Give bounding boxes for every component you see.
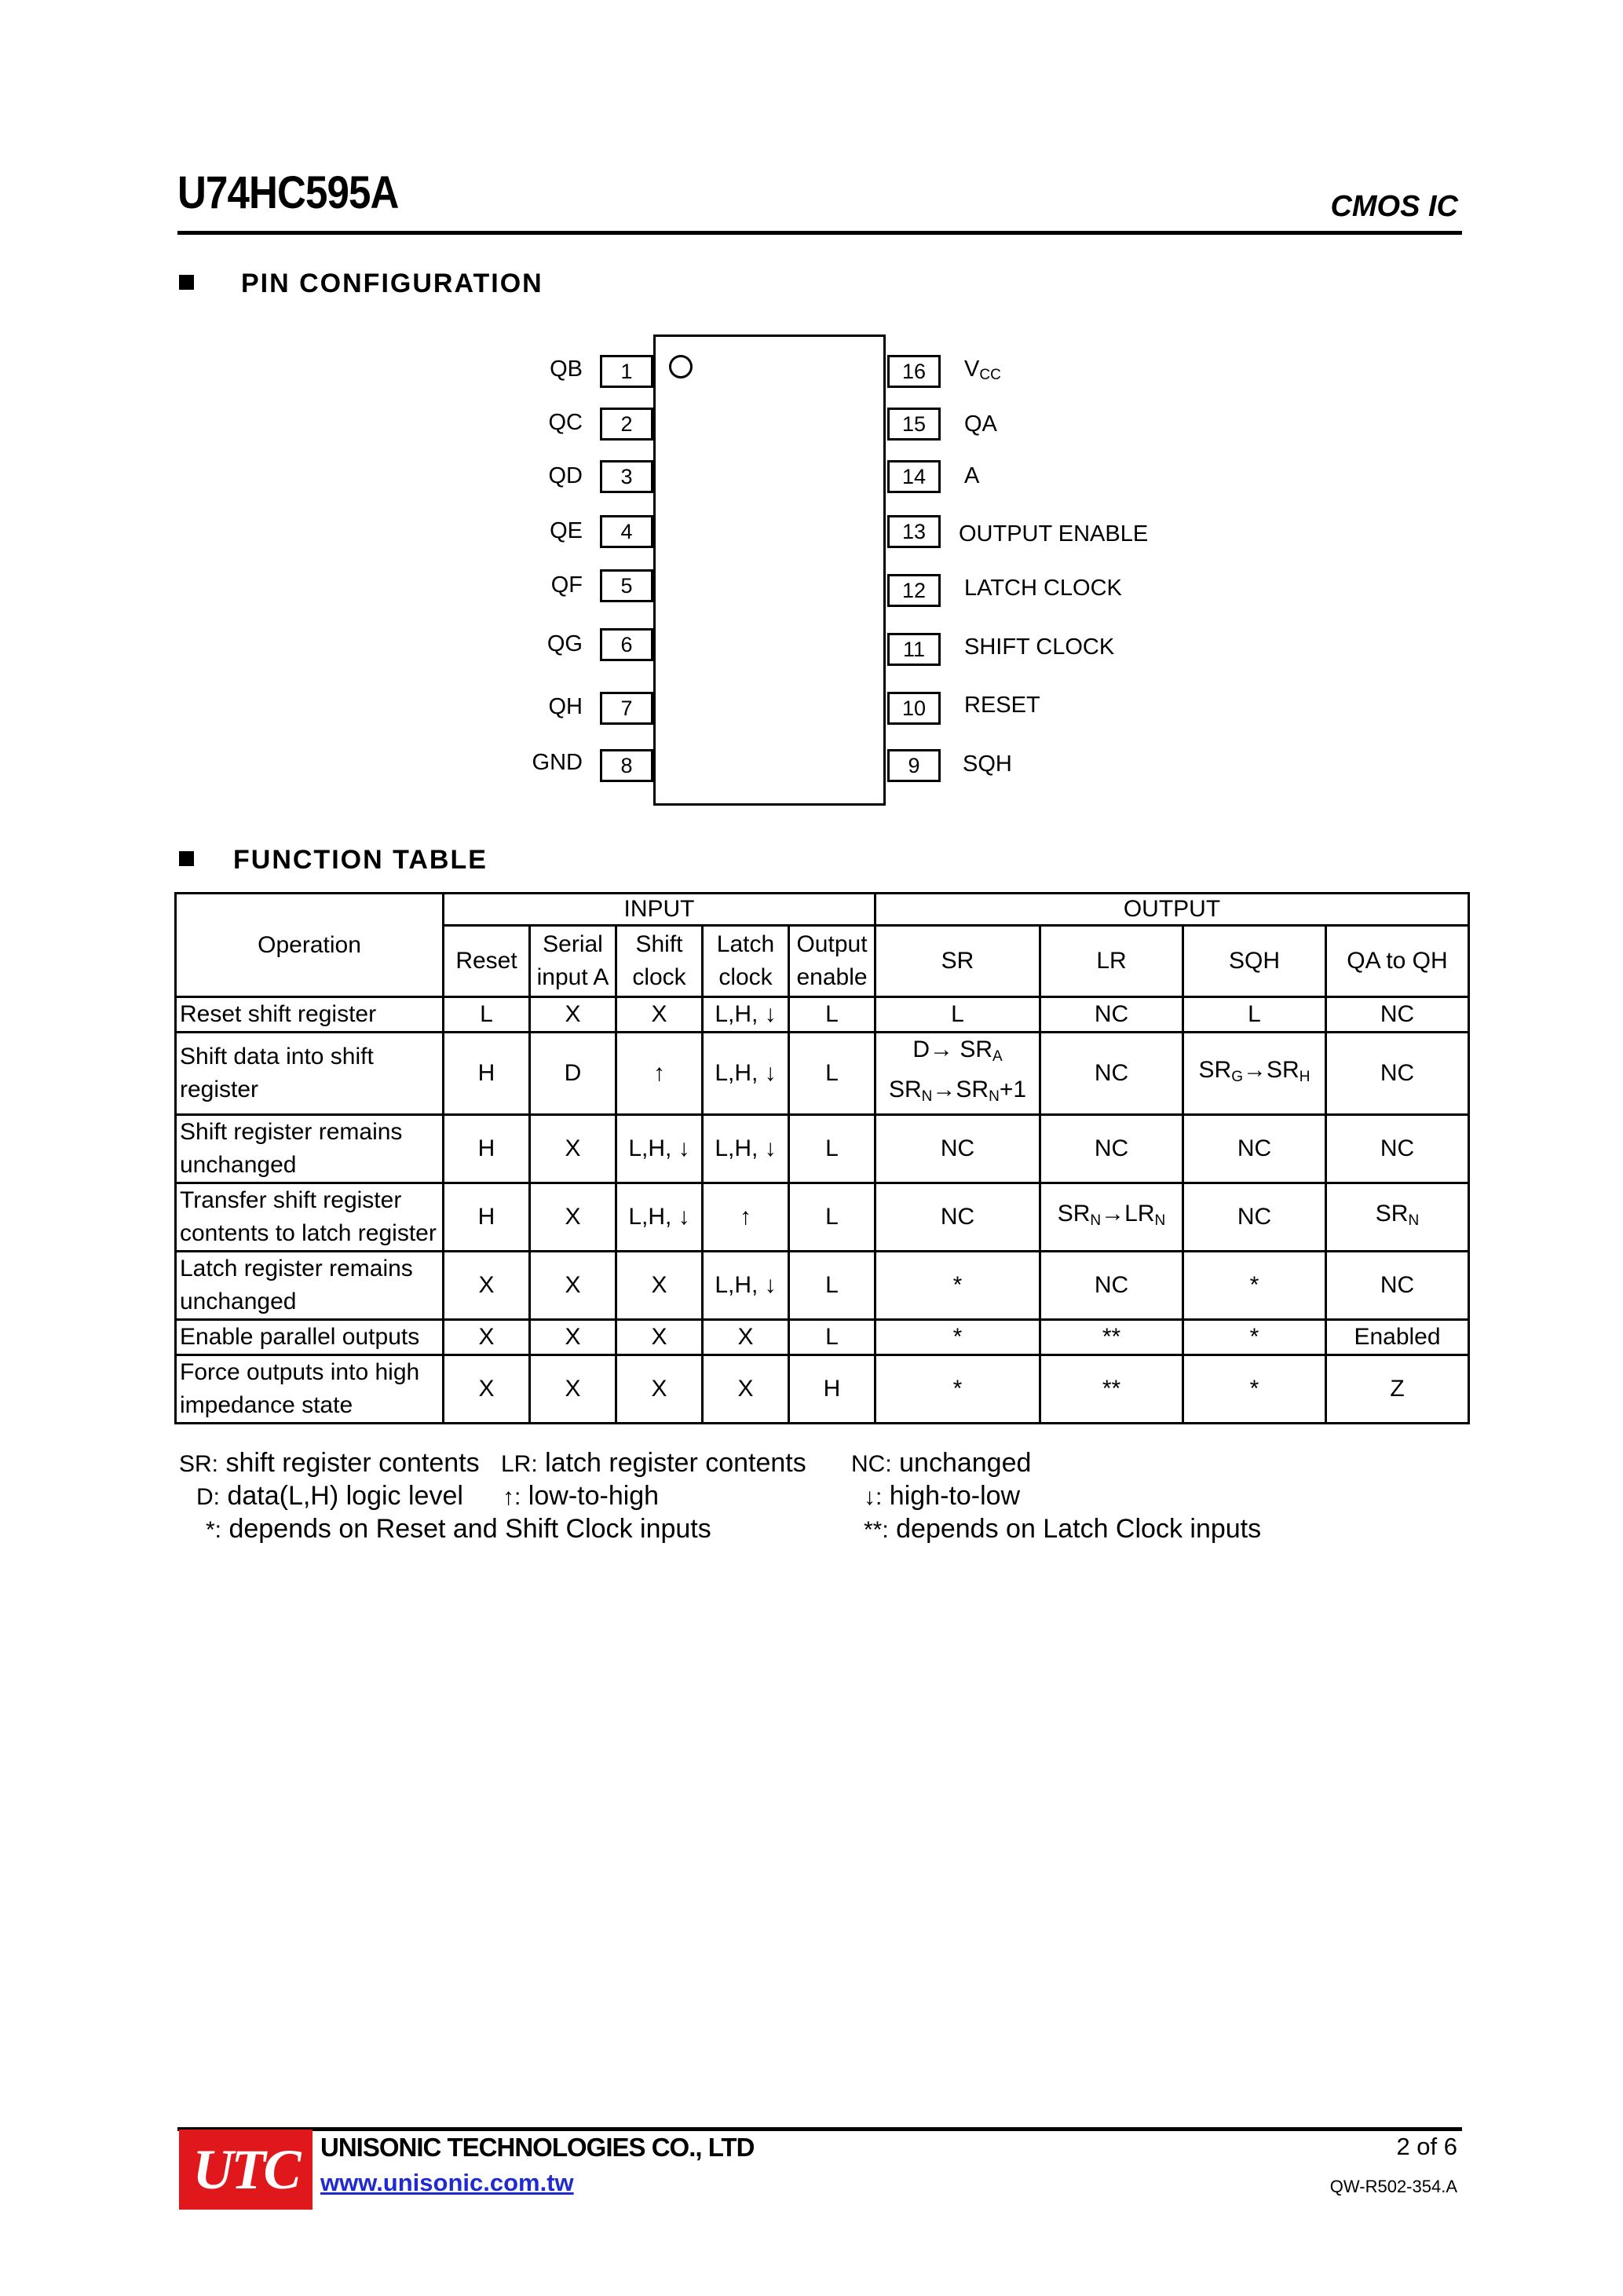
part-number-title: U74HC595A bbox=[177, 167, 399, 218]
utc-logo: UTC bbox=[179, 2130, 313, 2210]
table-cell: L bbox=[1183, 997, 1326, 1033]
operation-cell: Transfer shift register contents to latch register bbox=[176, 1183, 444, 1252]
table-cell: $SR_G\to SR_H$ bbox=[1183, 1033, 1326, 1115]
table-cell: NC bbox=[875, 1115, 1040, 1183]
category-label: CMOS IC bbox=[1330, 190, 1458, 223]
table-cell: X bbox=[530, 1252, 616, 1320]
function-table bbox=[174, 892, 1470, 1424]
table-cell: L,H, ↓ bbox=[616, 1115, 703, 1183]
table-row bbox=[176, 1355, 1469, 1424]
table-cell: * bbox=[875, 1320, 1040, 1355]
pin-2-number: 2 bbox=[600, 408, 653, 441]
col-sr-header: SR bbox=[875, 926, 1040, 997]
col-operation-header: Operation bbox=[176, 894, 444, 997]
table-cell: L bbox=[789, 1183, 875, 1252]
col-qa-qh-header: QA to QH bbox=[1326, 926, 1469, 997]
table-cell: * bbox=[1183, 1320, 1326, 1355]
col-latch-clock-header: Latch clock bbox=[703, 926, 789, 997]
pin-3-number: 3 bbox=[600, 460, 653, 493]
operation-cell: Enable parallel outputs bbox=[176, 1320, 444, 1355]
pin-5-number: 5 bbox=[600, 569, 653, 602]
pin-11-label: SHIFT CLOCK bbox=[964, 634, 1115, 660]
table-row bbox=[176, 1033, 1469, 1115]
table-cell: X bbox=[530, 997, 616, 1033]
col-lr-header: LR bbox=[1040, 926, 1183, 997]
bullet-square-icon bbox=[179, 275, 194, 290]
legend-nc: NC: unchanged bbox=[851, 1448, 1032, 1478]
company-name: UNISONIC TECHNOLOGIES CO., LTD bbox=[320, 2133, 755, 2162]
pin-1-label: QB bbox=[550, 356, 583, 382]
table-cell: NC bbox=[1040, 997, 1183, 1033]
pin1-marker-icon bbox=[669, 355, 693, 378]
table-cell: L,H, ↓ bbox=[703, 997, 789, 1033]
pin-7-label: QH bbox=[548, 694, 583, 719]
pin-8-number: 8 bbox=[600, 749, 653, 782]
pin-10-label: RESET bbox=[964, 693, 1040, 718]
legend-down: ↓: high-to-low bbox=[864, 1481, 1021, 1511]
table-cell: L,H, ↓ bbox=[703, 1252, 789, 1320]
pin-11-number: 11 bbox=[887, 633, 941, 666]
table-cell: ↑ bbox=[703, 1183, 789, 1252]
output-group-header: OUTPUT bbox=[875, 894, 1469, 926]
pin-5-label: QF bbox=[550, 572, 583, 598]
table-cell: X bbox=[616, 1320, 703, 1355]
table-cell: ** bbox=[1040, 1320, 1183, 1355]
pin-4-number: 4 bbox=[600, 515, 653, 548]
pin-1-number: 1 bbox=[600, 355, 653, 388]
col-serial-header: Serial input A bbox=[530, 926, 616, 997]
table-cell: X bbox=[530, 1115, 616, 1183]
table-cell: L bbox=[789, 1320, 875, 1355]
table-cell: L,H, ↓ bbox=[616, 1183, 703, 1252]
table-cell: X bbox=[616, 1355, 703, 1424]
table-cell: X bbox=[530, 1320, 616, 1355]
table-cell: NC bbox=[1183, 1115, 1326, 1183]
operation-cell: Force outputs into high impedance state bbox=[176, 1355, 444, 1424]
operation-cell: Shift data into shift register bbox=[176, 1033, 444, 1115]
pin-13-number: 13 bbox=[887, 515, 941, 548]
table-cell: D bbox=[530, 1033, 616, 1115]
legend-d: D: data(L,H) logic level bbox=[196, 1481, 463, 1511]
pin-7-number: 7 bbox=[600, 692, 653, 725]
table-row bbox=[176, 1252, 1469, 1320]
table-cell: L bbox=[789, 1033, 875, 1115]
table-cell: X bbox=[616, 1252, 703, 1320]
table-cell: * bbox=[1183, 1355, 1326, 1424]
pin-16-number: 16 bbox=[887, 355, 941, 388]
table-cell: $SR_N$ bbox=[1326, 1183, 1469, 1252]
table-cell: NC bbox=[1326, 1115, 1469, 1183]
col-reset-header: Reset bbox=[444, 926, 530, 997]
table-cell: X bbox=[444, 1320, 530, 1355]
table-cell: NC bbox=[1040, 1033, 1183, 1115]
operation-cell: Latch register remains unchanged bbox=[176, 1252, 444, 1320]
table-cell: NC bbox=[875, 1183, 1040, 1252]
table-cell: X bbox=[703, 1355, 789, 1424]
table-row bbox=[176, 1183, 1469, 1252]
operation-cell: Shift register remains unchanged bbox=[176, 1115, 444, 1183]
col-shift-clock-header: Shift clock bbox=[616, 926, 703, 997]
table-header-row bbox=[176, 894, 1469, 926]
operation-cell: Reset shift register bbox=[176, 997, 444, 1033]
table-cell: X bbox=[530, 1183, 616, 1252]
input-group-header: INPUT bbox=[444, 894, 875, 926]
pin-12-label: LATCH CLOCK bbox=[964, 576, 1122, 601]
table-cell: L bbox=[444, 997, 530, 1033]
table-cell: X bbox=[444, 1355, 530, 1424]
table-cell: L bbox=[789, 1115, 875, 1183]
table-cell: ↑ bbox=[616, 1033, 703, 1115]
col-sqh-header: SQH bbox=[1183, 926, 1326, 997]
footer-rule bbox=[177, 2127, 1462, 2131]
table-cell: L,H, ↓ bbox=[703, 1033, 789, 1115]
pin-12-number: 12 bbox=[887, 574, 941, 607]
legend-sr: SR: shift register contents bbox=[179, 1448, 480, 1478]
table-cell: L bbox=[789, 997, 875, 1033]
table-cell: NC bbox=[1326, 1252, 1469, 1320]
pin-4-label: QE bbox=[550, 518, 583, 543]
legend-double-star: **: depends on Latch Clock inputs bbox=[864, 1514, 1262, 1544]
pin-6-number: 6 bbox=[600, 628, 653, 661]
pin-15-label: QA bbox=[964, 411, 997, 437]
website-link[interactable]: www.unisonic.com.tw bbox=[320, 2169, 574, 2196]
pin-6-label: QG bbox=[546, 631, 583, 656]
legend-lr: LR: latch register contents bbox=[501, 1448, 806, 1478]
page-number: 2 of 6 bbox=[1396, 2133, 1457, 2160]
function-table-heading: FUNCTION TABLE bbox=[179, 845, 488, 876]
pin-2-label: QC bbox=[548, 410, 583, 435]
table-cell: L bbox=[875, 997, 1040, 1033]
document-number: QW-R502-354.A bbox=[1329, 2177, 1457, 2196]
table-cell: H bbox=[444, 1115, 530, 1183]
table-row bbox=[176, 1320, 1469, 1355]
table-cell: NC bbox=[1326, 997, 1469, 1033]
table-cell: L bbox=[789, 1252, 875, 1320]
pin-16-label: $V_{CC}$ bbox=[964, 356, 1001, 383]
pin-10-number: 10 bbox=[887, 692, 941, 725]
table-cell: L,H, ↓ bbox=[703, 1115, 789, 1183]
legend-star: *: depends on Reset and Shift Clock inputs bbox=[206, 1514, 711, 1544]
pin-14-number: 14 bbox=[887, 460, 941, 493]
table-cell: * bbox=[875, 1355, 1040, 1424]
table-cell: NC bbox=[1326, 1033, 1469, 1115]
table-cell: H bbox=[444, 1183, 530, 1252]
table-cell: X bbox=[444, 1252, 530, 1320]
table-row bbox=[176, 1115, 1469, 1183]
legend-up: ↑: low-to-high bbox=[503, 1481, 660, 1511]
table-cell: Z bbox=[1326, 1355, 1469, 1424]
table-cell: X bbox=[530, 1355, 616, 1424]
pin-14-label: A bbox=[964, 463, 980, 488]
pin-9-label: SQH bbox=[963, 751, 1012, 777]
table-cell: X bbox=[703, 1320, 789, 1355]
pin-15-number: 15 bbox=[887, 408, 941, 441]
pin-9-number: 9 bbox=[887, 749, 941, 782]
table-cell: H bbox=[789, 1355, 875, 1424]
table-cell: * bbox=[1183, 1252, 1326, 1320]
table-cell: ** bbox=[1040, 1355, 1183, 1424]
table-cell: NC bbox=[1040, 1252, 1183, 1320]
table-row bbox=[176, 997, 1469, 1033]
table-cell: NC bbox=[1183, 1183, 1326, 1252]
table-cell: $D\to SR_A$ $SR_N\to SR_N+1$ bbox=[875, 1033, 1040, 1115]
header-rule bbox=[177, 231, 1462, 235]
table-cell: NC bbox=[1040, 1115, 1183, 1183]
pin-8-label: GND bbox=[532, 750, 583, 775]
pin-config-heading: PIN CONFIGURATION bbox=[179, 269, 543, 299]
pin-3-label: QD bbox=[548, 463, 583, 488]
table-cell: H bbox=[444, 1033, 530, 1115]
table-cell: Enabled bbox=[1326, 1320, 1469, 1355]
table-cell: * bbox=[875, 1252, 1040, 1320]
table-cell: $SR_N\to LR_N$ bbox=[1040, 1183, 1183, 1252]
bullet-square-icon bbox=[179, 851, 194, 866]
pin-13-label: OUTPUT ENABLE bbox=[959, 521, 1149, 547]
col-output-enable-header: Output enable bbox=[789, 926, 875, 997]
ic-package-body bbox=[653, 335, 886, 806]
table-cell: X bbox=[616, 997, 703, 1033]
